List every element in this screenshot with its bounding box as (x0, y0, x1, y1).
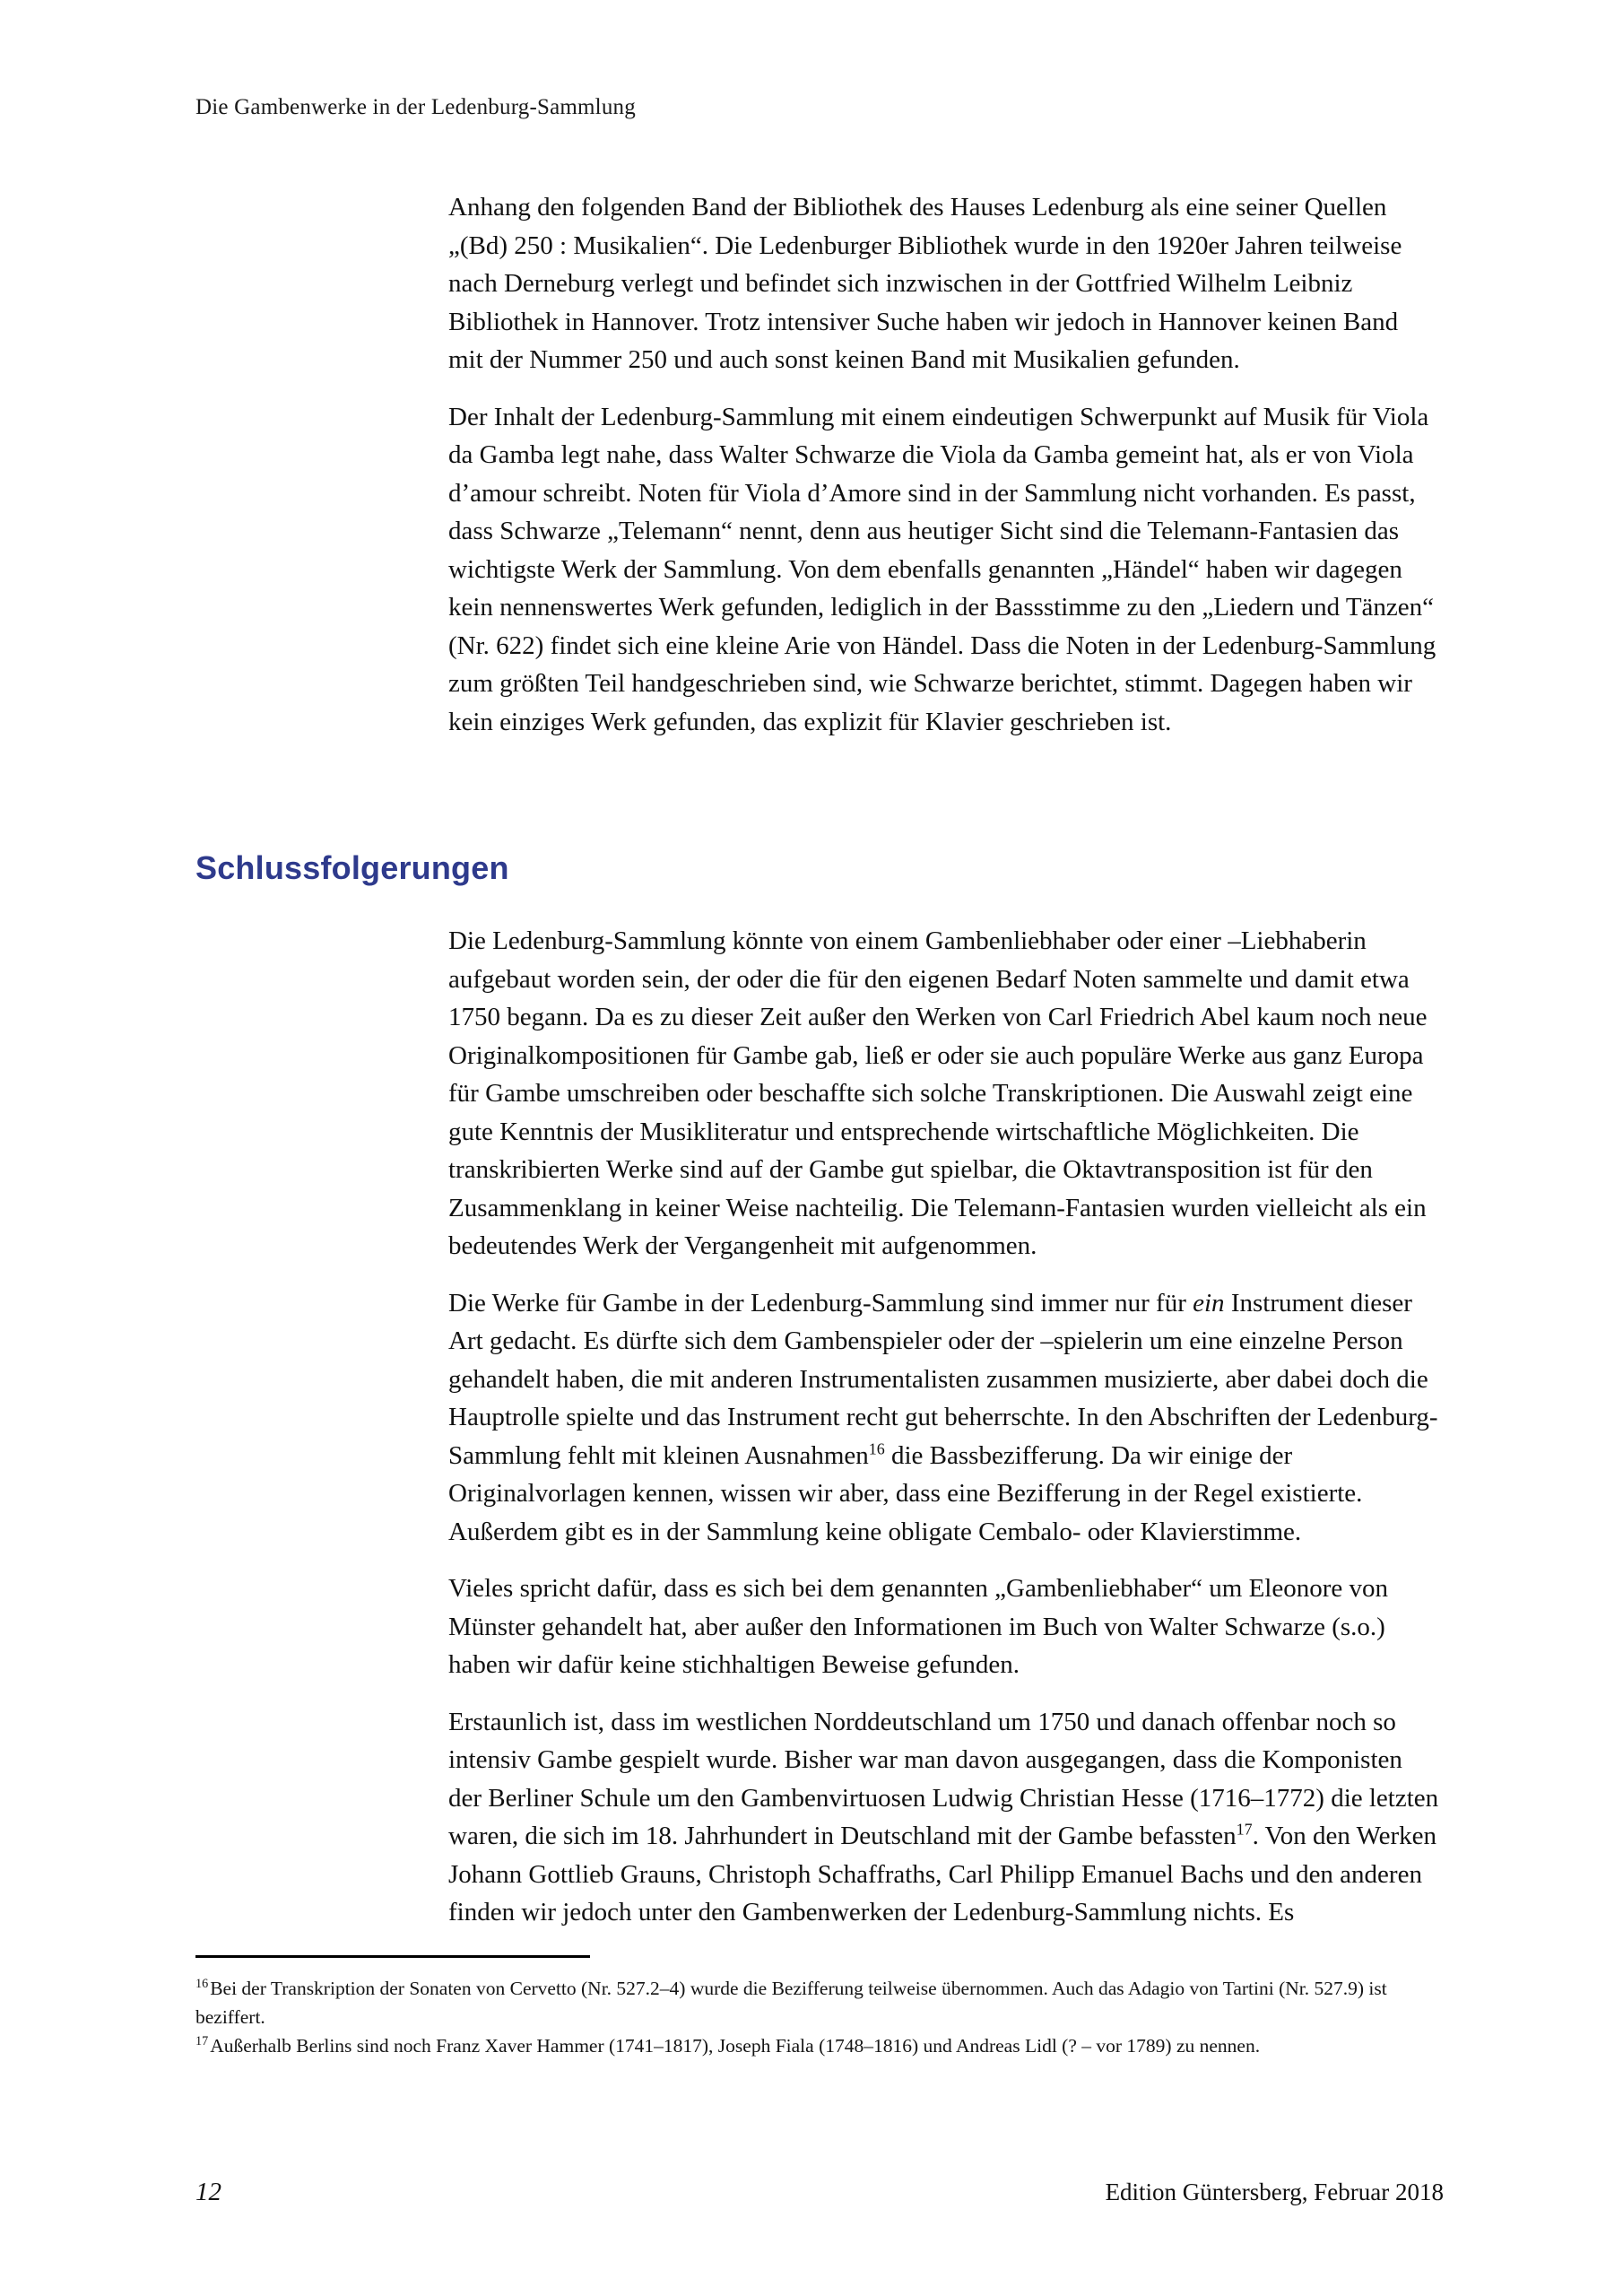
paragraph-sammler: Die Ledenburg-Sammlung könnte von einem Gambenliebhaber oder einer –Liebhaberin aufgebaut worden sein, der oder die für den eigenen Bedarf Noten sammelte und damit etwa 1750 begann. Da es zu dieser Zeit außer den Werken von Carl Friedrich Abel kaum noch neue Originalkompositionen für Gambe gab, ließ er oder sie auch populäre Werke aus ganz Europa für Gambe umschreiben oder beschaffte sich solche Transkriptionen. Die Auswahl zeigt eine gute Kenntnis der Musikliteratur und entsprechende wirtschaftliche Möglichkeiten. Die transkribierten Werke sind auf der Gambe gut spielbar, die Oktavtransposition ist für den Zusammenklang in keiner Weise nachteilig. Die Telemann-Fantasien wurden vielleicht als ein bedeutendes Werk der Vergangenheit mit aufgenommen. (448, 926, 1428, 1260)
page-footer (195, 2178, 1444, 2207)
footnote-17 (195, 2031, 1442, 2060)
paragraph-werke-part2: Instrument dieser Art gedacht. Es dürfte sich dem Gambenspieler oder der –spielerin um eine einzelne Person gehandelt haben, die mit anderen Instrumentalisten zusammen musizierte, aber dabei doch die Hauptrolle spielte und das Instrument recht gut beherrschte. In den Abschriften der Ledenburg-Sammlung fehlt mit kleinen Ausnahmen (448, 1288, 1438, 1470)
running-head: Die Gambenwerke in der Ledenburg-Sammlung (195, 95, 636, 119)
footnote-16 (195, 1974, 1442, 2031)
footnote-17-marker: 17 (195, 2033, 209, 2048)
footnote-16-text: Bei der Transkription der Sonaten von Cervetto (Nr. 527.2–4) wurde die Bezifferung teilweise übernommen. Auch das Adagio von Tartini (Nr. 527.9) ist beziffert. (195, 1978, 1387, 2028)
paragraph-erstaunlich-part2: . Von den Werken Johann Gottlieb Grauns, Christoph Schaffraths, Carl Philipp Emanuel Bachs und den anderen finden wir jedoch unter den Gambenwerken der Ledenburg-Sammlung nichts. Es (448, 1822, 1437, 1926)
imprint-line: Edition Güntersberg, Februar 2018 (1105, 2179, 1444, 2205)
paragraph-erstaunlich-part1: Erstaunlich ist, dass im westlichen Norddeutschland um 1750 und danach offenbar noch so intensiv Gambe gespielt wurde. Bisher war man davon ausgegangen, dass die Komponisten der Berliner Schule um den Gambenvirtuosen Ludwig Christian Hesse (1716–1772) die letzten waren, die sich im 18. Jahrhundert in Deutschland mit der Gambe befassten (448, 1707, 1439, 1850)
footnote-reference-17[interactable]: 17 (1236, 1820, 1253, 1839)
page-number: 12 (195, 2178, 221, 2206)
paragraph-inhalt: Der Inhalt der Ledenburg-Sammlung mit einem eindeutigen Schwerpunkt auf Musik für Viola da Gamba legt nahe, dass Walter Schwarze die Viola da Gamba gemeint hat, als er von Viola d’amour schreibt. Noten für Viola d’Amore sind in der Sammlung nicht vorhanden. Es passt, dass Schwarze „Telemann“ nennt, denn aus heutiger Sicht sind die Telemann-Fantasien das wichtigste Werk der Sammlung. Von dem ebenfalls genannten „Händel“ haben wir dagegen kein nennenswertes Werk gefunden, lediglich in der Bassstimme zu den „Liedern und Tänzen“ (Nr. 622) findet sich eine kleine Arie von Händel. Dass die Noten in der Ledenburg-Sammlung zum größten Teil handgeschrieben sind, wie Schwarze berichtet, stimmt. Dagegen haben wir kein einziges Werk gefunden, das explizit für Klavier geschrieben ist. (448, 402, 1436, 736)
footnote-reference-16[interactable]: 16 (868, 1439, 885, 1457)
paragraph-werke-part1: Die Werke für Gambe in der Ledenburg-Sammlung sind immer nur für (448, 1288, 1193, 1318)
footnote-area (195, 1955, 1442, 2060)
paragraph-vieles: Vieles spricht dafür, dass es sich bei dem genannten „Gambenliebhaber“ um Eleonore von Münster gehandelt hat, aber außer den Informationen im Buch von Walter Schwarze (s.o.) haben wir dafür keine stichhaltigen Beweise gefunden. (448, 1574, 1388, 1679)
section-text-column (448, 922, 1439, 1932)
footnote-17-text: Außerhalb Berlins sind noch Franz Xaver Hammer (1741–1817), Joseph Fiala (1748–1816) und Andreas Lidl (? – vor 1789) zu nennen. (210, 2035, 1261, 2057)
footnote-separator-rule (195, 1955, 590, 1958)
body-text-column (448, 188, 1439, 741)
paragraph-werke-part3: die Bassbezifferung. Da wir einige der Originalvorlagen kennen, wissen wir aber, dass eine Bezifferung in der Regel existierte. Außerdem gibt es in der Sammlung keine obligate Cembalo- oder Klavierstimme. (448, 1440, 1363, 1546)
section-heading-schlussfolgerungen: Schlussfolgerungen (195, 849, 509, 886)
paragraph-anhang: Anhang den folgenden Band der Bibliothek des Hauses Ledenburg als eine seiner Quellen „(Bd) 250 : Musikalien“. Die Ledenburger Bibliothek wurde in den 1920er Jahren teilweise nach Derneburg verlegt und befindet sich inzwischen in der Gottfried Wilhelm Leibniz Bibliothek in Hannover. Trotz intensiver Suche haben wir jedoch in Hannover keinen Band mit der Nummer 250 und auch sonst keinen Band mit Musikalien gefunden. (448, 193, 1402, 374)
emphasis-ein: ein (1193, 1288, 1225, 1318)
paragraph-erstaunlich (448, 1703, 1439, 1932)
footnote-16-marker: 16 (195, 1976, 209, 1991)
paragraph-werke (448, 1284, 1439, 1552)
